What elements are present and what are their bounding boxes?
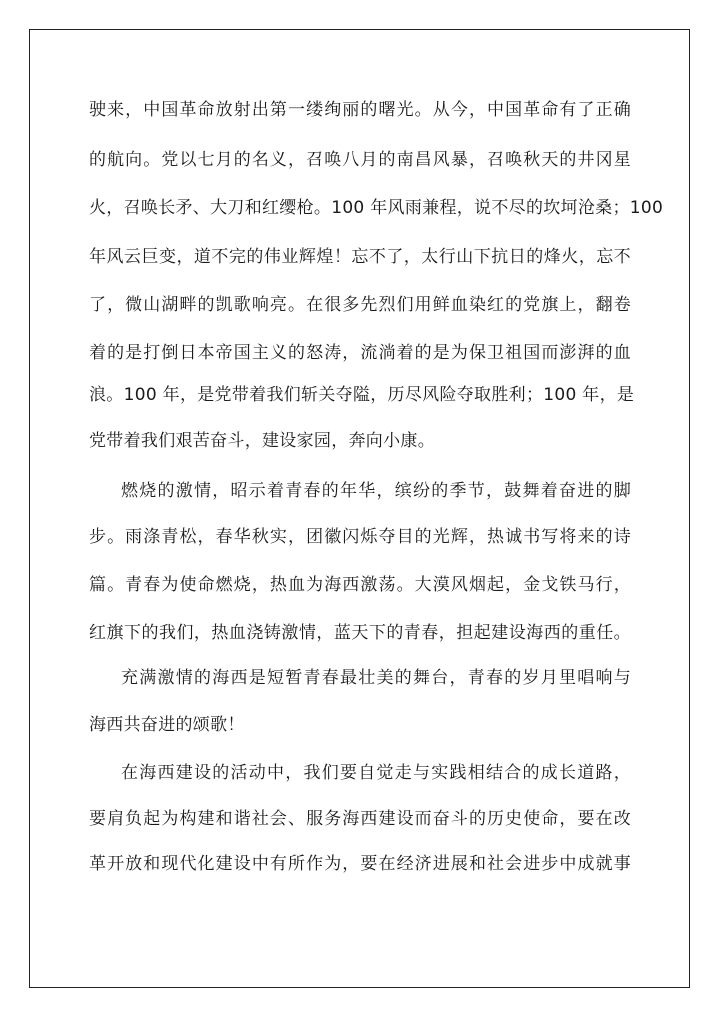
text-line: 了，微山湖畔的凯歌响亮。在很多先烈们用鲜血染红的党旗上，翻卷 [89, 295, 631, 315]
text-line: 要肩负起为构建和谐社会、服务海西建设而奋斗的历史使命，要在改 [89, 809, 631, 829]
text-line: 步。雨涤青松，春华秋实，团徽闪烁夺目的光辉，热诚书写将来的诗 [89, 527, 631, 547]
text-line: 篇。青春为使命燃烧，热血为海西激荡。大漠风烟起，金戈铁马行， [89, 575, 631, 595]
paragraph-first-line: 燃烧的激情，昭示着青春的年华，缤纷的季节，鼓舞着奋进的脚 [121, 481, 631, 501]
text-line: 浪。100 年，是党带着我们斩关夺隘，历尽风险夺取胜利；100 年，是 [89, 385, 635, 405]
text-line: 的航向。党以七月的名义，召唤八月的南昌风暴，召唤秋天的井冈星 [89, 150, 631, 170]
paragraph-first-line: 在海西建设的活动中，我们要自觉走与实践相结合的成长道路， [121, 763, 631, 783]
paragraph-first-line: 充满激情的海西是短暂青春最壮美的舞台，青春的岁月里唱响与 [121, 668, 631, 688]
text-line: 着的是打倒日本帝国主义的怒涛，流淌着的是为保卫祖国而澎湃的血 [89, 343, 631, 363]
text-line: 年风云巨变，道不完的伟业辉煌！忘不了，太行山下抗日的烽火，忘不 [89, 247, 631, 267]
text-line: 党带着我们艰苦奋斗，建设家园，奔向小康。 [89, 431, 435, 451]
text-line: 驶来，中国革命放射出第一缕绚丽的曙光。从今，中国革命有了正确 [89, 100, 631, 120]
text-line: 海西共奋进的颂歌！ [89, 715, 245, 735]
text-line: 火，召唤长矛、大刀和红缨枪。100 年风雨兼程，说不尽的坎坷沧桑；100 [89, 198, 664, 218]
text-line: 红旗下的我们，热血浇铸激情，蓝天下的青春，担起建设海西的重任。 [89, 623, 631, 643]
text-line: 革开放和现代化建设中有所作为，要在经济进展和社会进步中成就事 [89, 854, 631, 874]
